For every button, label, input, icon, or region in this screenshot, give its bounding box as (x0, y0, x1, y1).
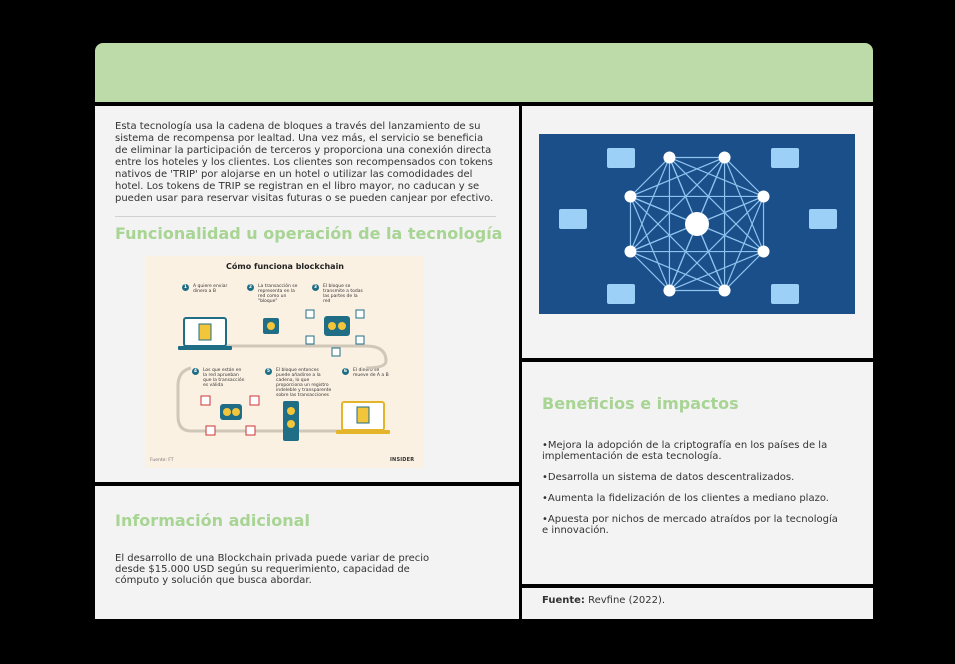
infographic-source: Fuente: FT (150, 458, 174, 463)
network-node (663, 151, 675, 163)
computer-icon (771, 148, 799, 168)
info-title: Información adicional (115, 511, 310, 530)
infographic-drawing (146, 256, 424, 468)
intro-panel (95, 106, 519, 482)
computer-icon (607, 148, 635, 168)
benefit-item: •Desarrolla un sistema de datos descentralizados. (542, 472, 795, 483)
computer-icon (809, 209, 837, 229)
network-node (719, 151, 731, 163)
benefits-list (542, 440, 842, 546)
info-panel (95, 486, 519, 619)
network-node (663, 285, 675, 297)
source-panel (522, 588, 873, 619)
step-number: 2 (248, 285, 253, 290)
network-node (758, 246, 770, 258)
step-number: 5 (266, 369, 271, 374)
source-value: Revfine (2022). (584, 595, 666, 606)
step-number: 4 (193, 369, 198, 374)
laptop-b-icon (336, 402, 390, 434)
source-line (542, 595, 665, 606)
info-text: El desarrollo de una Blockchain privada puede variar de precio desde $15.000 USD según su requerimiento, capacidad de cómputo y solución que busca abordar. (115, 553, 430, 586)
step-text: El dinero se mueve de A a B (353, 368, 389, 378)
header-bar (95, 43, 873, 102)
benefits-title: Beneficios e impactos (542, 394, 739, 413)
step-text: A quiere enviar dinero a B (193, 284, 228, 294)
infographic-brand: INSIDER (390, 457, 415, 463)
blockchain-network-image (539, 134, 855, 314)
network-node (719, 285, 731, 297)
network-node (624, 246, 636, 258)
step-number: 1 (183, 285, 188, 290)
step-text: El bloque se transmite a todas las partes de la red (323, 284, 363, 304)
step-number: 6 (343, 369, 348, 374)
network-node (758, 190, 770, 202)
image-panel (522, 106, 873, 358)
step-text: Los que están en la red aprueban que la transacción es válida (203, 368, 245, 388)
functionality-title: Funcionalidad u operación de la tecnología (115, 224, 503, 243)
benefit-item: •Apuesta por nichos de mercado atraídos por la tecnología e innovación. (542, 514, 838, 536)
benefit-item: •Mejora la adopción de la criptografía en los países de la implementación de esta tecnología. (542, 440, 828, 462)
approval-icon (201, 396, 259, 435)
benefits-panel (522, 362, 873, 584)
network-nodes-icon (306, 310, 364, 356)
step-number: 3 (313, 285, 318, 290)
block-icon (263, 318, 279, 334)
chain-icon (283, 401, 299, 441)
benefit-item: •Aumenta la fidelización de los clientes a mediano plazo. (542, 493, 829, 504)
laptop-a-icon (178, 318, 232, 350)
intro-text: Esta tecnología usa la cadena de bloques a través del lanzamiento de su sistema de recompensa por lealtad. Una vez más, el servicio se beneficia de eliminar la participación de terceros y proporciona una conexión directa entre los hoteles y los clientes. Los clientes son recompensados con tokens nativos de 'TRIP' por alojarse en un hotel o utilizar las comodidades del hotel. Los tokens de TRIP se registran en el libro mayor, no caducan y se pueden usar para reservar visitas futuras o se pueden canjear por efectivo. (115, 121, 494, 204)
network-node (624, 190, 636, 202)
divider (115, 216, 496, 217)
computer-icon (771, 284, 799, 304)
computer-icon (607, 284, 635, 304)
step-text: El bloque entonces puede añadirse a la cadena, lo que proporciona un registro indeleble y transparente sobre las transacciones (276, 368, 332, 398)
computer-icon (559, 209, 587, 229)
source-label: Fuente: (542, 595, 585, 606)
infographic-title: Cómo funciona blockchain (225, 262, 344, 271)
blockchain-infographic (146, 256, 424, 468)
step-text: La transacción se representa en la red como un "bloque" (258, 284, 298, 304)
